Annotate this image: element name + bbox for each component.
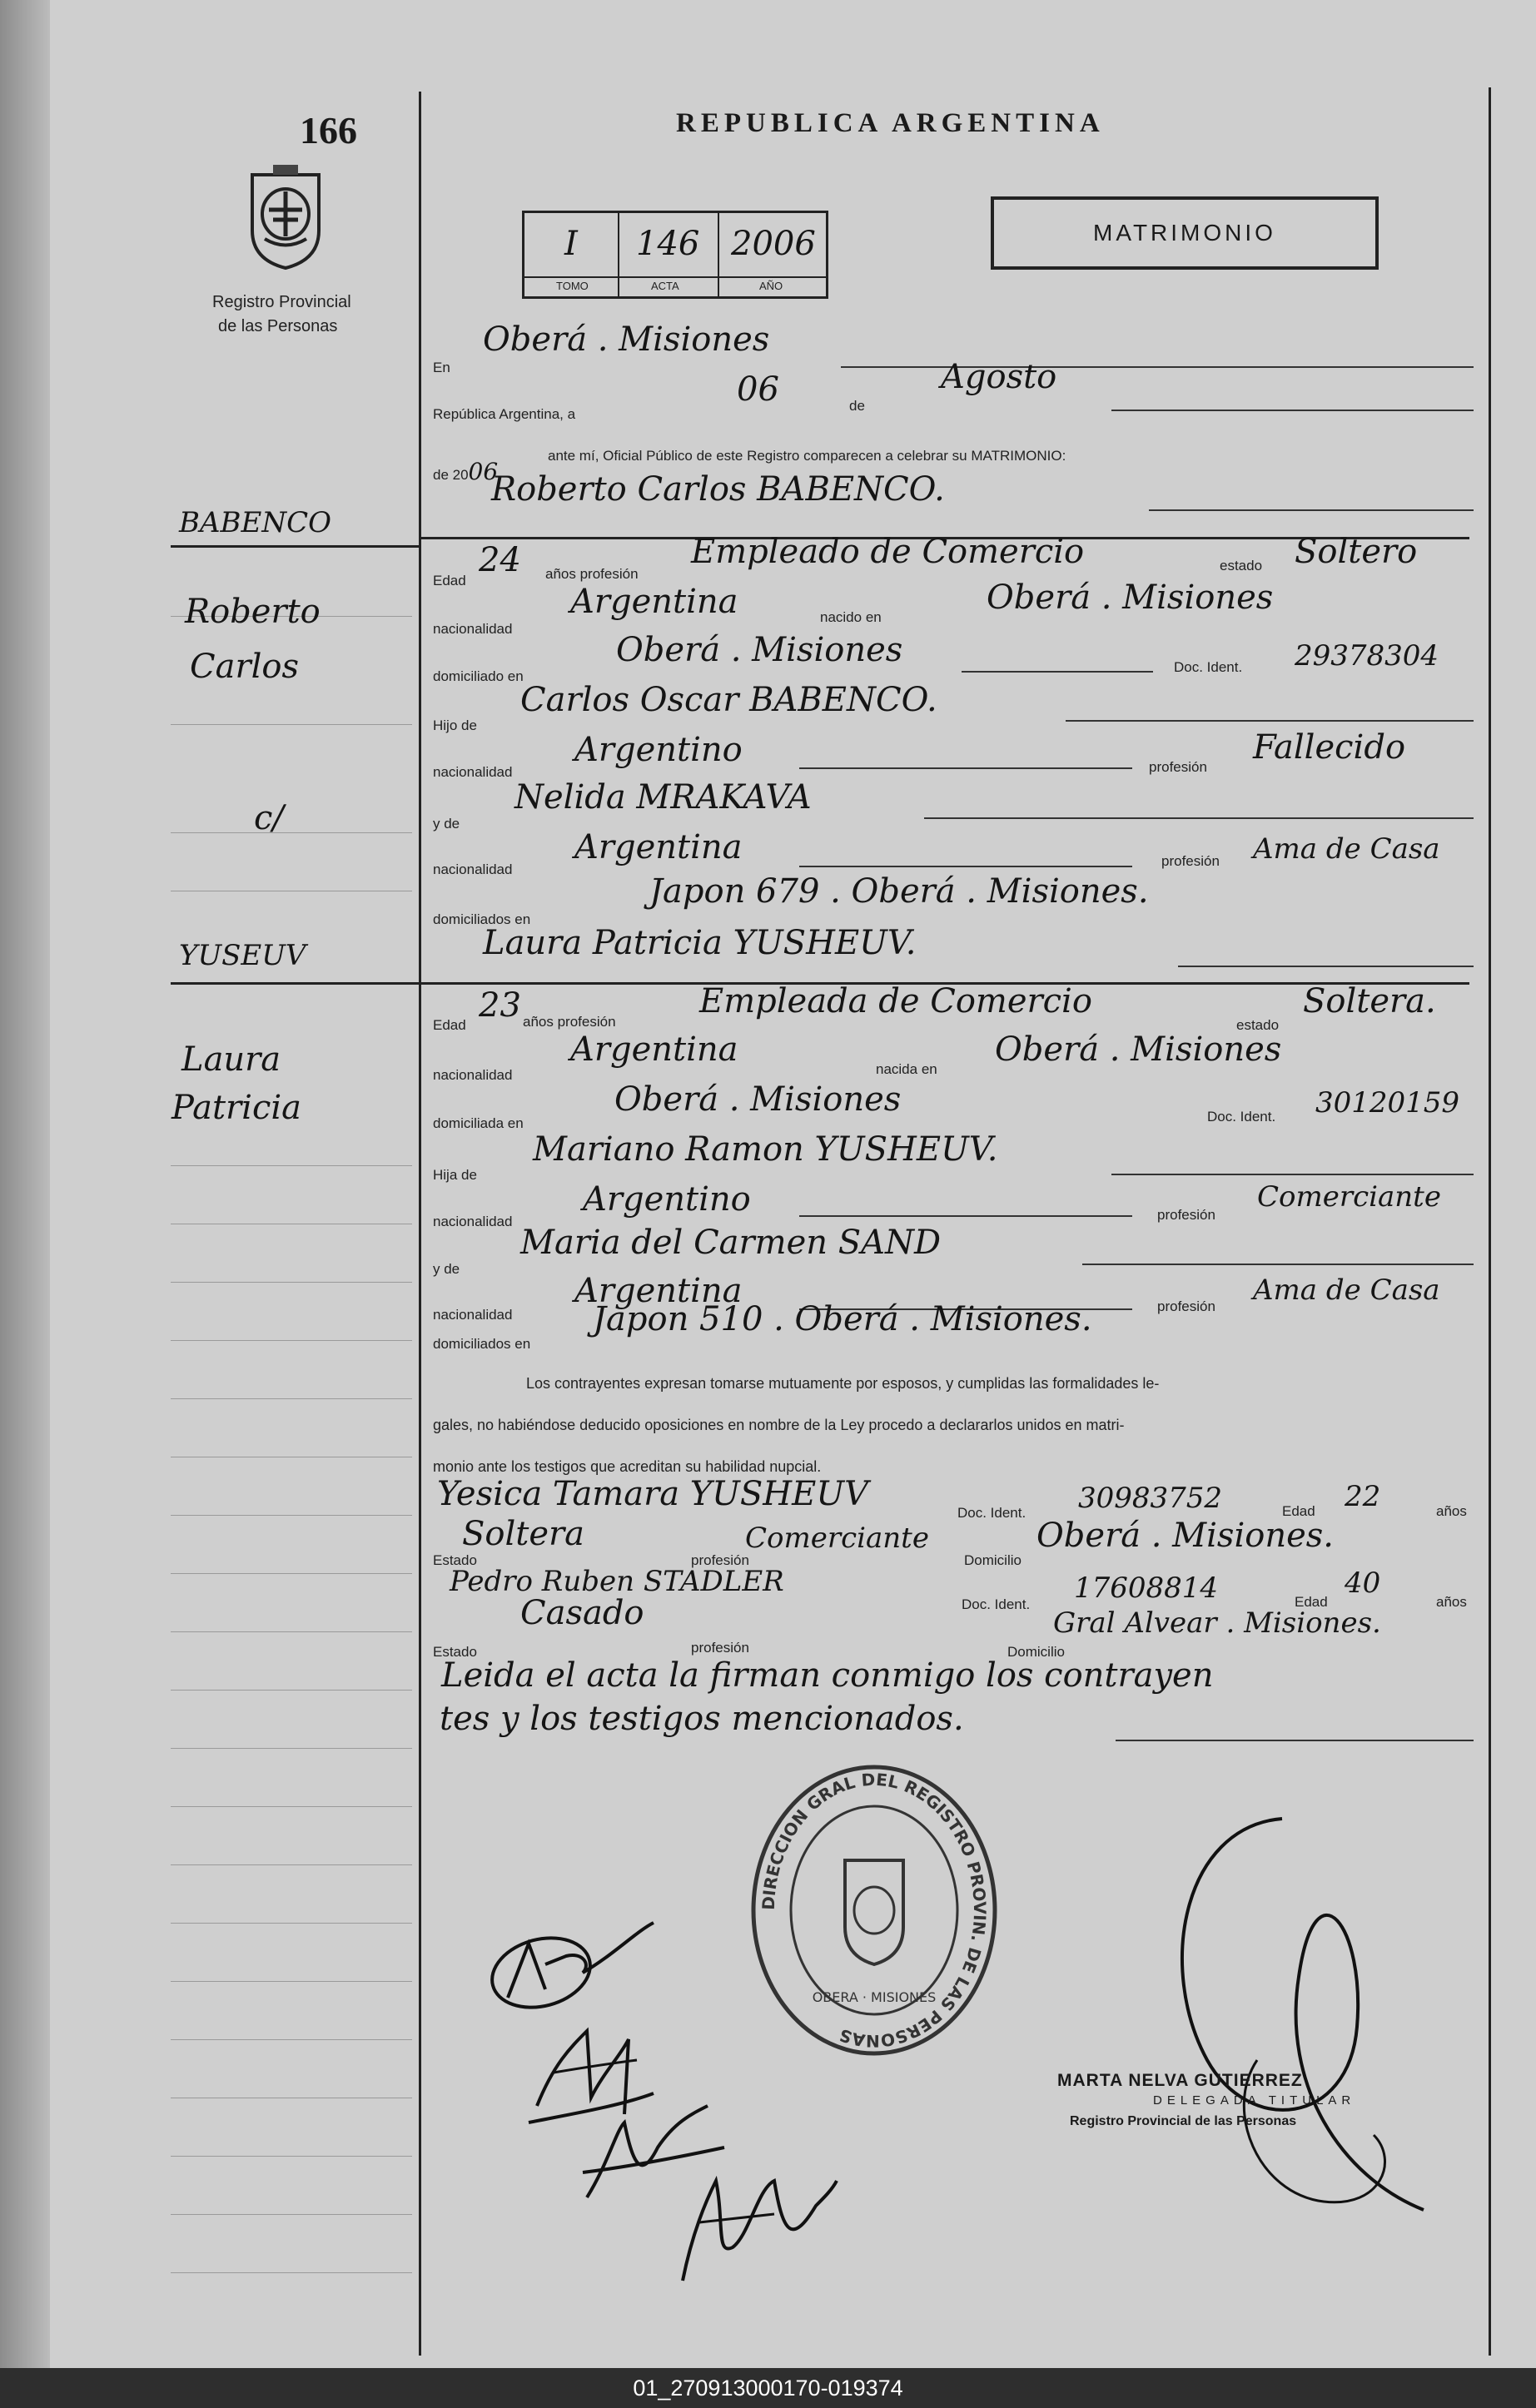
- groom-signature: [466, 1906, 658, 2023]
- groom-mother-nationality: Argentina: [574, 828, 743, 866]
- official-name: MARTA NELVA GUTIERREZ: [1057, 2071, 1303, 2090]
- label-doc-ident: Doc. Ident.: [1174, 659, 1243, 675]
- ano-label: AÑO: [759, 280, 783, 292]
- label-doc-ident: Doc. Ident.: [957, 1505, 1026, 1521]
- label-profesion: profesión: [691, 1552, 749, 1568]
- witness2-name: Pedro Ruben STADLER: [450, 1565, 784, 1598]
- margin-groom-first2: Carlos: [190, 648, 299, 686]
- margin-groom-first1: Roberto: [185, 593, 321, 631]
- witness1-name: Yesica Tamara YUSHEUV: [437, 1475, 868, 1513]
- label-domiciliados-en: domiciliados en: [433, 1336, 531, 1352]
- ceremony-day: 06: [737, 370, 779, 409]
- label-anos: años: [1436, 1594, 1467, 1610]
- bride-mother-nationality: Argentina: [574, 1272, 743, 1310]
- witness1-profession: Comerciante: [745, 1522, 929, 1555]
- label-anos: años: [1436, 1503, 1467, 1519]
- bride-marital-status: Soltera.: [1303, 982, 1436, 1020]
- year-prefix: de 20: [433, 467, 469, 483]
- witness2-age: 40: [1345, 1566, 1381, 1600]
- svg-text:DIRECCION GRAL DEL REGISTRO PR: [758, 1770, 990, 2051]
- label-hijo-de: Hijo de: [433, 717, 477, 733]
- label-profesion: profesión: [691, 1640, 749, 1656]
- country-heading: REPUBLICA ARGENTINA: [676, 108, 1105, 138]
- declaration-line3: monio ante los testigos que acreditan su habilidad nupcial.: [433, 1458, 822, 1475]
- image-identifier: 01_270913000170-019374: [0, 2368, 1536, 2408]
- tomo-value: I: [564, 225, 578, 263]
- official-role: DELEGADA TITULAR: [1153, 2093, 1356, 2108]
- acta-label: ACTA: [651, 280, 679, 292]
- right-border: [1489, 87, 1491, 2356]
- label-domicilio: Domicilio: [1007, 1644, 1065, 1660]
- label-doc-ident: Doc. Ident.: [1207, 1109, 1276, 1125]
- bride-mother-profession: Ama de Casa: [1253, 1274, 1440, 1307]
- official-organization: Registro Provincial de las Personas: [1070, 2114, 1297, 2128]
- groom-father-profession: Fallecido: [1253, 728, 1406, 767]
- bride-father: Mariano Ramon YUSHEUV.: [533, 1130, 998, 1169]
- closing-line1: Leida el acta la firman conmigo los contrayen: [441, 1656, 1214, 1695]
- witness2-residence: Gral Alvear . Misiones.: [1053, 1606, 1381, 1640]
- page-number: 166: [300, 109, 357, 151]
- registry-name-line1: Registro Provincial: [212, 293, 351, 311]
- groom-profession: Empleado de Comercio: [691, 533, 1085, 571]
- bride-father-profession: Comerciante: [1257, 1180, 1441, 1214]
- witness1-residence: Oberá . Misiones.: [1036, 1517, 1335, 1555]
- groom-mother: Nelida MRAKAVA: [514, 778, 812, 817]
- label-year-prefix: [433, 458, 498, 485]
- record-type-title: MATRIMONIO: [1093, 220, 1276, 246]
- label-y-de: y de: [433, 816, 460, 832]
- declaration-line1: Los contrayentes expresan tomarse mutuamente por esposos, y cumplidas las formalidades le-: [526, 1375, 1160, 1392]
- label-nacionalidad: nacionalidad: [433, 1067, 513, 1083]
- label-hija-de: Hija de: [433, 1167, 477, 1183]
- groom-document: 29378304: [1295, 639, 1439, 673]
- groom-marital-status: Soltero: [1295, 533, 1418, 571]
- bride-nationality: Argentina: [570, 1030, 738, 1069]
- groom-father-nationality: Argentino: [574, 731, 743, 769]
- groom-mother-profession: Ama de Casa: [1253, 832, 1440, 866]
- ceremony-statement: ante mí, Oficial Público de este Registro comparecen a celebrar su MATRIMONIO:: [548, 448, 1066, 464]
- ano-value: 2006: [731, 225, 816, 263]
- groom-parents-residence: Japon 679 . Oberá . Misiones.: [649, 872, 1149, 911]
- bride-mother: Maria del Carmen SAND: [520, 1224, 942, 1262]
- margin-divider: [419, 92, 421, 2356]
- label-edad: Edad: [433, 573, 466, 588]
- label-profesion: profesión: [1157, 1207, 1215, 1223]
- label-nacida-en: nacida en: [876, 1061, 937, 1077]
- witness1-marital-status: Soltera: [462, 1515, 584, 1553]
- label-nacionalidad: nacionalidad: [433, 621, 513, 637]
- acta-value: 146: [636, 225, 700, 263]
- label-en: En: [433, 360, 450, 375]
- bride-parents-residence: Japon 510 . Oberá . Misiones.: [593, 1300, 1092, 1338]
- label-nacionalidad: nacionalidad: [433, 861, 513, 877]
- groom-full-name: Roberto Carlos BABENCO.: [491, 470, 945, 509]
- label-nacionalidad: nacionalidad: [433, 764, 513, 780]
- label-estado: estado: [1220, 558, 1263, 573]
- groom-nationality: Argentina: [570, 583, 738, 621]
- closing-line2: tes y los testigos mencionados.: [440, 1700, 964, 1738]
- witness2-document: 17608814: [1074, 1571, 1219, 1605]
- bride-residence: Oberá . Misiones: [614, 1080, 902, 1119]
- label-domiciliados-en: domiciliados en: [433, 911, 531, 927]
- label-profesion: profesión: [1157, 1298, 1215, 1314]
- book-binding: [0, 0, 50, 2368]
- bride-document: 30120159: [1315, 1086, 1460, 1120]
- official-signature: [1132, 1810, 1449, 2243]
- label-domiciliada-en: domiciliada en: [433, 1115, 524, 1131]
- coat-of-arms-emblem: [240, 160, 331, 272]
- label-domicilio: Domicilio: [964, 1552, 1022, 1568]
- ceremony-year-suffix: 06: [468, 458, 499, 485]
- seal-outer-text: DIRECCION GRAL DEL REGISTRO PROVIN. DE LAS PERSONAS: [758, 1769, 991, 2052]
- bride-father-nationality: Argentino: [583, 1180, 751, 1219]
- label-nacido-en: nacido en: [820, 609, 882, 625]
- record-number-box: [522, 211, 828, 299]
- label-y-de: y de: [433, 1261, 460, 1277]
- groom-father: Carlos Oscar BABENCO.: [520, 681, 937, 719]
- registry-seal-stamp: [745, 1760, 1003, 2060]
- label-edad: Edad: [433, 1017, 466, 1033]
- ceremony-month: Agosto: [941, 358, 1057, 396]
- witness1-age: 22: [1345, 1480, 1381, 1513]
- tomo-label: TOMO: [556, 280, 589, 292]
- label-profesion: profesión: [1149, 759, 1207, 775]
- declaration-line2: gales, no habiéndose deducido oposiciones en nombre de la Ley procedo a declararlos unidos en matri-: [433, 1417, 1125, 1433]
- label-nacionalidad: nacionalidad: [433, 1214, 513, 1229]
- label-domiciliado-en: domiciliado en: [433, 668, 524, 684]
- groom-age: 24: [479, 541, 521, 579]
- label-nacionalidad: nacionalidad: [433, 1307, 513, 1323]
- bride-profession: Empleada de Comercio: [699, 982, 1092, 1020]
- label-anos-profesion: años profesión: [545, 566, 639, 582]
- label-estado-cap: Estado: [433, 1552, 477, 1568]
- label-anos-profesion: años profesión: [523, 1014, 616, 1030]
- bride-full-name: Laura Patricia YUSHEUV.: [483, 924, 917, 962]
- registry-name-line2: de las Personas: [218, 317, 338, 335]
- margin-bride-first1: Laura: [181, 1040, 281, 1079]
- label-edad: Edad: [1295, 1594, 1328, 1610]
- margin-bride-surname: YUSEUV: [179, 939, 306, 972]
- label-republica: República Argentina, a: [433, 406, 576, 422]
- bride-birthplace: Oberá . Misiones: [995, 1030, 1282, 1069]
- bride-age: 23: [479, 986, 521, 1025]
- label-profesion: profesión: [1161, 853, 1220, 869]
- margin-connector: c/: [254, 799, 284, 837]
- witness2-signature: [666, 2156, 841, 2297]
- ceremony-place: Oberá . Misiones: [483, 320, 770, 359]
- groom-birthplace: Oberá . Misiones: [987, 578, 1274, 617]
- groom-residence: Oberá . Misiones: [616, 631, 903, 669]
- label-de: de: [849, 398, 865, 414]
- label-estado: estado: [1236, 1017, 1280, 1033]
- label-doc-ident: Doc. Ident.: [962, 1596, 1031, 1612]
- witness1-document: 30983752: [1078, 1482, 1223, 1515]
- label-estado-cap: Estado: [433, 1644, 477, 1660]
- record-type-box: [991, 196, 1379, 270]
- margin-groom-surname: BABENCO: [179, 506, 331, 539]
- witness2-marital-status: Casado: [520, 1594, 644, 1632]
- label-edad: Edad: [1282, 1503, 1315, 1519]
- margin-bride-first2: Patricia: [171, 1089, 301, 1127]
- seal-inner-text: OBERA · MISIONES: [812, 1989, 937, 2005]
